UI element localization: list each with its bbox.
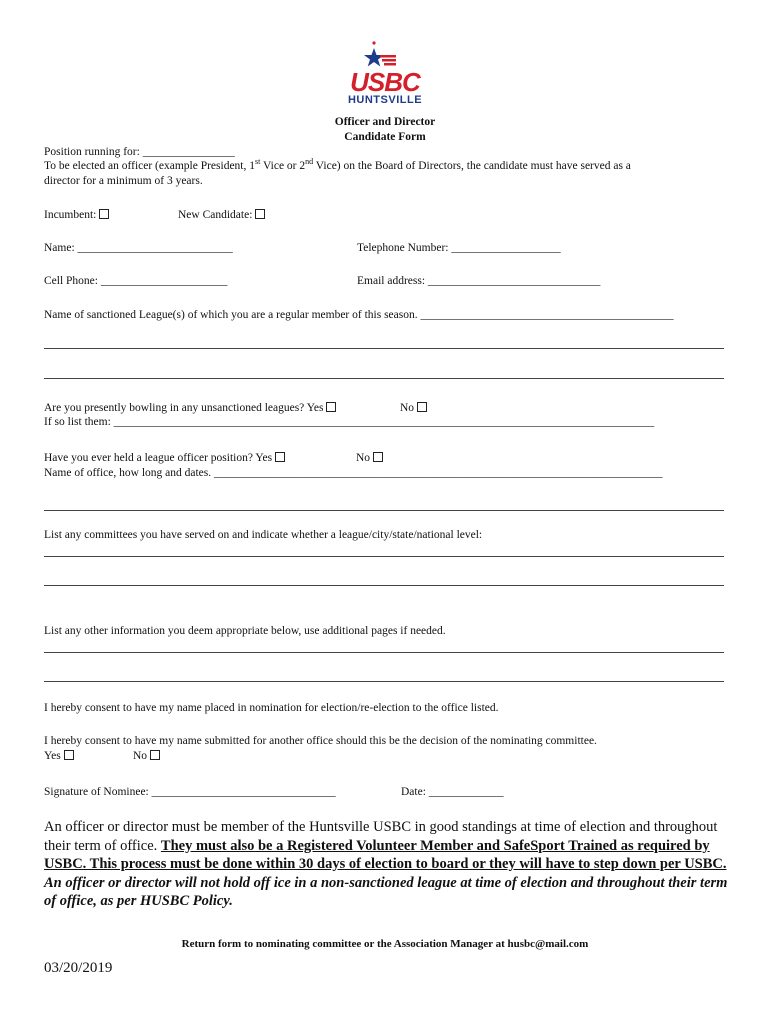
incumbent-label: Incumbent:: [44, 209, 97, 221]
position-label: Position running for:: [44, 146, 140, 158]
unsanctioned-yes-checkbox[interactable]: [326, 402, 336, 412]
form-title-line2: Candidate Form: [344, 131, 426, 143]
unsanctioned-no-option[interactable]: [400, 401, 427, 415]
leagues-field[interactable]: Name of sanctioned League(s) of which you are a regular member of this season. ____________________________________________: [44, 309, 674, 321]
officer-question: Have you ever held a league officer position? Yes: [44, 451, 285, 465]
position-field[interactable]: [44, 145, 235, 159]
consent-yes-label: Yes: [44, 750, 61, 762]
officer-no-option[interactable]: [356, 451, 383, 465]
officer-no-checkbox[interactable]: [373, 452, 383, 462]
logo-subtitle: HUNTSVILLE: [347, 94, 423, 106]
consent-no-checkbox[interactable]: [150, 750, 160, 760]
consent-no-option[interactable]: [133, 749, 160, 763]
notice-bold: They must also be a Registered Volunteer Member and SafeSport Trained as required by USBC. This process must be done within 30 days of election to board or they will have to step down per USBC.: [44, 837, 727, 872]
consent-no-label: No: [133, 750, 148, 762]
consent-line-1: I hereby consent to have my name placed in nomination for election/re-election to the office listed.: [44, 702, 499, 714]
email-field[interactable]: Email address: ______________________________: [357, 275, 601, 287]
committees-line-1[interactable]: [44, 556, 724, 557]
incumbent-checkbox[interactable]: [99, 209, 109, 219]
notice-bold-italic: An officer or director will not hold off ice in a non-sanctioned league at time of election and throughout their term of office, as per HUSBC Policy.: [44, 874, 728, 909]
new-candidate-checkbox[interactable]: [255, 209, 265, 219]
signature-field[interactable]: Signature of Nominee: ________________________________: [44, 786, 336, 798]
logo-brand: USBC: [350, 67, 420, 97]
consent-yes-option[interactable]: [44, 749, 74, 763]
other-info-line-1[interactable]: [44, 652, 724, 653]
form-date: 03/20/2019: [44, 960, 113, 976]
consent-line-2: I hereby consent to have my name submitted for another office should this be the decision of the nominating committee.: [44, 735, 597, 747]
eligibility-text: To be elected an officer (example President, 1st Vice or 2nd Vice) on the Board of Directors, the candidate must have served as a: [44, 157, 631, 172]
leagues-line-1[interactable]: [44, 348, 724, 349]
other-info-line-2[interactable]: [44, 681, 724, 682]
return-instructions: Return form to nominating committee or the Association Manager at husbc@mail.com: [181, 938, 589, 950]
eligibility-text-line2: director for a minimum of 3 years.: [44, 175, 203, 187]
telephone-field[interactable]: Telephone Number: ___________________: [357, 242, 561, 254]
name-field[interactable]: Name: ___________________________: [44, 242, 233, 254]
consent-yes-checkbox[interactable]: [64, 750, 74, 760]
form-title-line1: Officer and Director: [334, 116, 436, 128]
officer-yes-checkbox[interactable]: [275, 452, 285, 462]
new-candidate-label: New Candidate:: [178, 209, 253, 221]
cell-phone-field[interactable]: Cell Phone: ______________________: [44, 275, 228, 287]
new-candidate-option[interactable]: [178, 208, 265, 222]
policy-notice: [44, 818, 734, 911]
office-held-field[interactable]: Name of office, how long and dates. ______________________________________________________________________________: [44, 467, 663, 479]
date-field[interactable]: Date: _____________: [401, 786, 504, 798]
unsanctioned-question: Are you presently bowling in any unsanctioned leagues? Yes: [44, 401, 336, 415]
other-info-label: List any other information you deem appropriate below, use additional pages if needed.: [44, 625, 446, 637]
unsanctioned-no-label: No: [400, 402, 415, 414]
committees-line-2[interactable]: [44, 585, 724, 586]
officer-line[interactable]: [44, 510, 724, 511]
notice-plain: An officer or director must be member of the Huntsville USBC in good standings at time of election and throughout their term of office.: [44, 819, 718, 854]
incumbent-option[interactable]: [44, 208, 109, 222]
unsanctioned-no-checkbox[interactable]: [417, 402, 427, 412]
leagues-line-2[interactable]: [44, 378, 724, 379]
logo-wordmark: [328, 67, 442, 106]
position-blank: ________________: [142, 146, 235, 158]
committees-label: List any committees you have served on and indicate whether a league/city/state/national level:: [44, 529, 483, 541]
officer-no-label: No: [356, 452, 371, 464]
unsanctioned-list-field[interactable]: If so list them: ______________________________________________________________________________________________: [44, 416, 655, 428]
